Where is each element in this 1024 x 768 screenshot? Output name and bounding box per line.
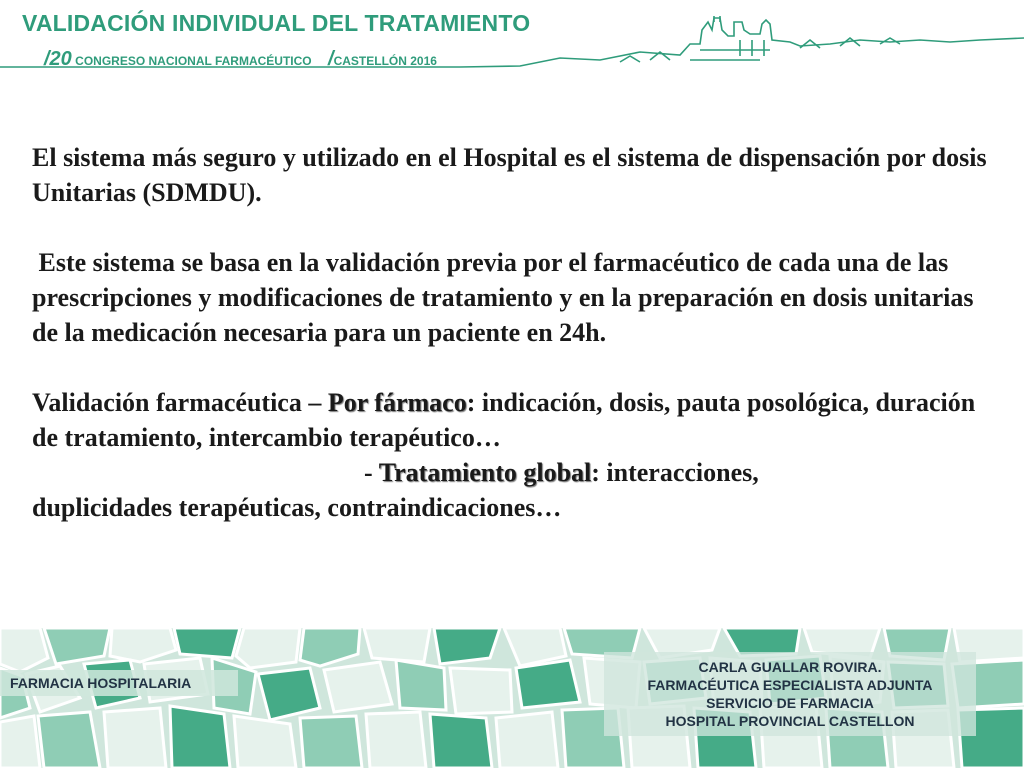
congress-slash-number: /20 xyxy=(44,48,72,70)
footer-author-line: HOSPITAL PROVINCIAL CASTELLON xyxy=(665,713,915,729)
por-farmaco-detail: : indicación, dosis, pauta posológica, duración de tratamiento, intercambio terapéutico… xyxy=(32,388,976,452)
global-prefix: - xyxy=(364,458,379,487)
validation-prefix: Validación farmacéutica – xyxy=(32,388,328,417)
footer-department: FARMACIA HOSPITALARIA xyxy=(10,675,192,691)
tratamiento-global-detail: : interacciones, xyxy=(591,458,759,487)
slide-footer xyxy=(0,628,1024,768)
footer-author-line: SERVICIO DE FARMACIA xyxy=(706,695,874,711)
congress-text: CONGRESO NACIONAL FARMACÉUTICO xyxy=(75,54,312,68)
slide-body xyxy=(32,140,1002,525)
paragraph-sdmdu: El sistema más seguro y utilizado en el Hospital es el sistema de dispensación por dosis Unitarias (SDMDU). xyxy=(32,143,987,207)
tratamiento-global-label: Tratamiento global xyxy=(378,458,592,487)
city-text: CASTELLÓN 2016 xyxy=(333,54,437,68)
slide-title: VALIDACIÓN INDIVIDUAL DEL TRATAMIENTO xyxy=(22,10,531,36)
slide-header xyxy=(0,0,1024,75)
paragraph-global-continuation: duplicidades terapéuticas, contraindicaciones… xyxy=(32,493,562,522)
congress-label xyxy=(44,48,312,71)
city-label xyxy=(328,48,437,71)
footer-author-block xyxy=(600,658,980,730)
footer-author-line: CARLA GUALLAR ROVIRA. xyxy=(698,659,882,675)
city-slash: / xyxy=(328,48,334,70)
footer-author-line: FARMACÉUTICA ESPECIALISTA ADJUNTA xyxy=(647,677,933,693)
paragraph-global-line xyxy=(32,455,1002,490)
por-farmaco-label: Por fármaco xyxy=(327,388,467,417)
paragraph-validation-basis: Este sistema se basa en la validación previa por el farmacéutico de cada una de las prescripciones y modificaciones de tratamiento y en la preparación en dosis unitarias de la medicación necesaria para un paciente en 24h. xyxy=(32,248,980,347)
paragraph-validation-types xyxy=(32,385,1002,455)
